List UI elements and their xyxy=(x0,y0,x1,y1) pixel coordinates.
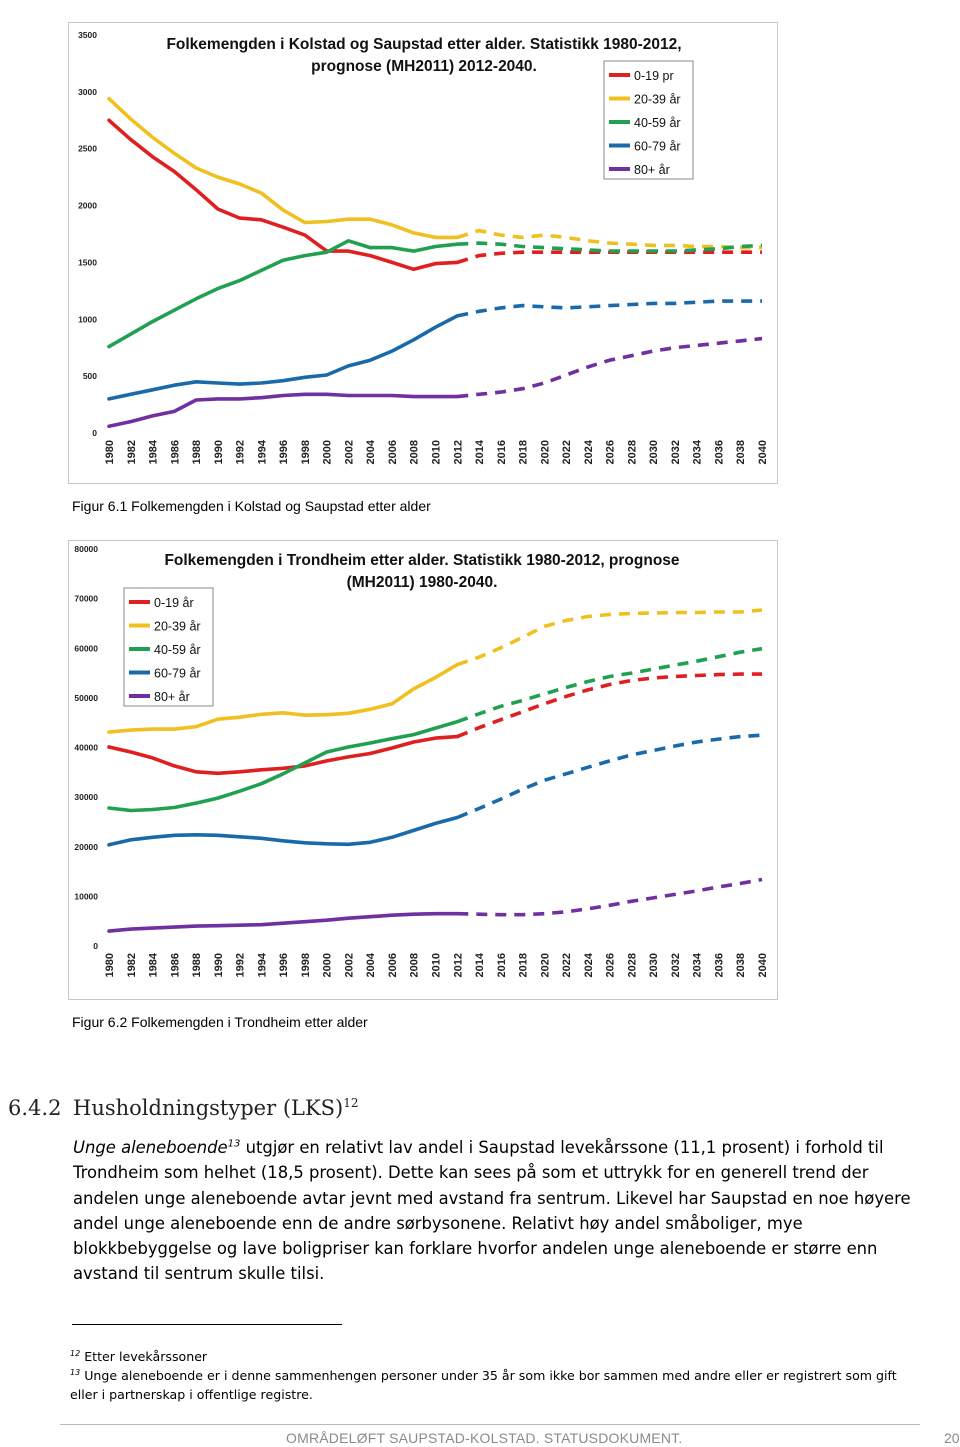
chart-title: Folkemengden i Kolstad og Saupstad etter alder. Statistikk 1980-2012, xyxy=(166,36,682,53)
x-tick-label: 2008 xyxy=(408,953,421,978)
x-tick-label: 2006 xyxy=(386,440,399,465)
footer-text: OMRÅDELØFT SAUPSTAD-KOLSTAD. STATUSDOKUMENT. xyxy=(286,1430,683,1446)
legend-label: 20-39 år xyxy=(634,92,681,107)
body-text: utgjør en relativt lav andel i Saupstad levekårssone (11,1 prosent) i forhold til Trondheim som helhet (18,5 prosent). Dette kan sees på som et uttrykk for en generell trend der andelen unge aleneboende avtar jevnt med avstand fra sentrum. Likevel har Saupstad en noe høyere andel unge aleneboende enn de andre sørbysonene. Relativt høy andel småboliger, mye blokkbebyggelse og lave boligpriser kan forklare hvorfor andelen unge aleneboende er større enn avstand til sentrum skulle tilsi. xyxy=(73,1138,911,1284)
x-tick-label: 2030 xyxy=(648,953,661,978)
footer-separator xyxy=(60,1424,920,1425)
footnote-text: Etter levekårssoner xyxy=(84,1349,208,1364)
series-line-history xyxy=(109,241,457,347)
y-tick-label: 2000 xyxy=(78,200,97,211)
x-tick-label: 2022 xyxy=(561,953,574,978)
legend-label: 80+ år xyxy=(634,163,670,177)
x-tick-label: 2014 xyxy=(474,953,487,978)
x-tick-label: 2004 xyxy=(365,953,378,978)
x-tick-label: 1984 xyxy=(147,953,160,978)
footnote-ref: 13 xyxy=(70,1367,81,1377)
chart-trondheim-svg xyxy=(69,541,777,999)
y-tick-label: 40000 xyxy=(74,742,98,753)
chart-trondheim xyxy=(68,540,778,1000)
x-tick-label: 2010 xyxy=(430,440,443,465)
body-paragraph xyxy=(73,1135,913,1287)
x-tick-label: 1996 xyxy=(278,953,291,978)
x-tick-label: 2040 xyxy=(757,953,769,978)
x-tick-label: 1990 xyxy=(212,440,225,465)
x-tick-label: 2004 xyxy=(365,440,378,465)
series-line-forecast xyxy=(457,880,762,915)
y-tick-label: 60000 xyxy=(74,643,98,654)
x-tick-label: 2022 xyxy=(561,439,574,465)
x-tick-label: 2026 xyxy=(604,953,617,978)
x-tick-label: 2032 xyxy=(669,953,682,978)
page-number: 20 xyxy=(944,1430,960,1446)
chart-title: prognose (MH2011) 2012-2040. xyxy=(311,58,537,75)
x-tick-label: 1994 xyxy=(256,953,269,978)
x-tick-label: 2002 xyxy=(343,440,356,465)
y-tick-label: 80000 xyxy=(74,544,98,554)
x-tick-label: 2028 xyxy=(626,953,639,978)
body-term: Unge aleneboende xyxy=(73,1138,228,1157)
legend-label: 40-59 år xyxy=(154,643,201,657)
x-tick-label: 2012 xyxy=(452,440,465,465)
series-line-history xyxy=(109,394,457,426)
x-tick-label: 1980 xyxy=(104,953,116,978)
chart-kolstad-saupstad xyxy=(68,22,778,484)
x-tick-label: 2016 xyxy=(495,440,508,465)
y-tick-label: 70000 xyxy=(74,593,98,604)
chart-title: Folkemengden i Trondheim etter alder. Statistikk 1980-2012, prognose xyxy=(164,552,680,569)
x-tick-label: 1984 xyxy=(147,440,160,465)
series-line-forecast xyxy=(457,301,762,316)
x-tick-label: 2032 xyxy=(669,440,682,465)
y-tick-label: 3500 xyxy=(78,30,97,40)
x-tick-label: 2006 xyxy=(386,953,399,978)
x-tick-label: 2000 xyxy=(321,440,334,465)
y-tick-label: 0 xyxy=(92,428,97,438)
y-tick-label: 1000 xyxy=(78,314,97,325)
series-line-forecast xyxy=(457,252,762,262)
x-tick-label: 1986 xyxy=(169,440,182,465)
x-tick-label: 1992 xyxy=(234,440,247,465)
x-tick-label: 2024 xyxy=(582,440,595,465)
y-tick-label: 3000 xyxy=(78,86,97,97)
x-tick-label: 2034 xyxy=(691,440,704,465)
chart-kolstad-saupstad-svg xyxy=(69,23,777,483)
x-tick-label: 2010 xyxy=(430,953,443,978)
series-line-history xyxy=(109,722,457,811)
x-tick-label: 1988 xyxy=(191,953,204,978)
x-tick-label: 2028 xyxy=(626,440,639,465)
series-line-forecast xyxy=(457,339,762,397)
x-tick-label: 1998 xyxy=(299,953,312,978)
series-line-history xyxy=(109,99,457,238)
y-tick-label: 500 xyxy=(82,371,97,382)
series-line-history xyxy=(109,818,457,845)
y-tick-label: 1500 xyxy=(78,257,97,268)
x-tick-label: 1982 xyxy=(125,953,138,978)
legend-label: 80+ år xyxy=(154,690,190,704)
x-tick-label: 1998 xyxy=(299,440,312,465)
x-tick-label: 2018 xyxy=(517,953,530,978)
legend-label: 0-19 pr xyxy=(634,69,674,83)
legend-label: 20-39 år xyxy=(154,619,201,634)
series-line-history xyxy=(109,316,457,399)
x-tick-label: 1992 xyxy=(234,953,247,978)
x-tick-label: 2024 xyxy=(582,953,595,978)
legend-label: 60-79 år xyxy=(634,139,681,154)
x-tick-label: 1990 xyxy=(212,953,225,978)
x-tick-label: 2020 xyxy=(539,440,552,465)
section-heading xyxy=(8,1096,359,1120)
legend-label: 0-19 år xyxy=(154,596,194,610)
legend-label: 60-79 år xyxy=(154,666,201,681)
series-line-history xyxy=(109,737,457,774)
x-tick-label: 1982 xyxy=(125,440,138,465)
x-tick-label: 2026 xyxy=(604,440,617,465)
x-tick-label: 2018 xyxy=(517,440,530,465)
x-tick-label: 1996 xyxy=(278,440,291,465)
y-tick-label: 2500 xyxy=(78,143,97,154)
y-tick-label: 10000 xyxy=(74,891,98,902)
x-tick-label: 1994 xyxy=(256,440,269,465)
figure-caption-1: Figur 6.1 Folkemengden i Kolstad og Saupstad etter alder xyxy=(72,498,431,514)
x-tick-label: 2038 xyxy=(735,953,748,978)
section-number: 6.4.2 xyxy=(8,1096,62,1120)
x-tick-label: 2036 xyxy=(713,953,726,978)
y-tick-label: 20000 xyxy=(74,841,98,852)
x-tick-label: 2012 xyxy=(452,953,465,978)
x-tick-label: 2030 xyxy=(648,440,661,465)
x-tick-label: 2040 xyxy=(757,440,769,465)
x-tick-label: 2016 xyxy=(495,953,508,978)
footnote-13 xyxy=(70,1366,920,1404)
y-tick-label: 30000 xyxy=(74,792,98,803)
body-term-footnote-ref: 13 xyxy=(227,1138,241,1150)
footnote-ref: 12 xyxy=(70,1348,81,1358)
section-footnote-ref: 12 xyxy=(343,1096,359,1110)
x-tick-label: 2020 xyxy=(539,953,552,978)
y-tick-label: 0 xyxy=(93,941,98,951)
x-tick-label: 2000 xyxy=(321,953,334,978)
section-title: Husholdningstyper (LKS) xyxy=(73,1096,344,1120)
footnote-separator xyxy=(72,1324,342,1325)
chart-title: (MH2011) 1980-2040. xyxy=(346,574,498,591)
x-tick-label: 2008 xyxy=(408,440,421,465)
x-tick-label: 2014 xyxy=(474,440,487,465)
x-tick-label: 2036 xyxy=(713,440,726,465)
y-tick-label: 50000 xyxy=(74,692,98,703)
figure-caption-2: Figur 6.2 Folkemengden i Trondheim etter alder xyxy=(72,1014,368,1030)
series-line-forecast xyxy=(457,735,762,817)
footnote-12 xyxy=(70,1347,920,1366)
footnote-text: Unge aleneboende er i denne sammenhengen personer under 35 år som ikke bor sammen med andre eller er registrert som gift eller i partnerskap i offentlige registre. xyxy=(70,1368,897,1402)
x-tick-label: 1986 xyxy=(169,953,182,978)
x-tick-label: 1980 xyxy=(104,440,116,465)
x-tick-label: 2038 xyxy=(735,440,748,465)
x-tick-label: 2002 xyxy=(343,953,356,978)
x-tick-label: 1988 xyxy=(191,440,204,465)
x-tick-label: 2034 xyxy=(691,953,704,978)
legend-label: 40-59 år xyxy=(634,116,681,130)
series-line-history xyxy=(109,914,457,931)
